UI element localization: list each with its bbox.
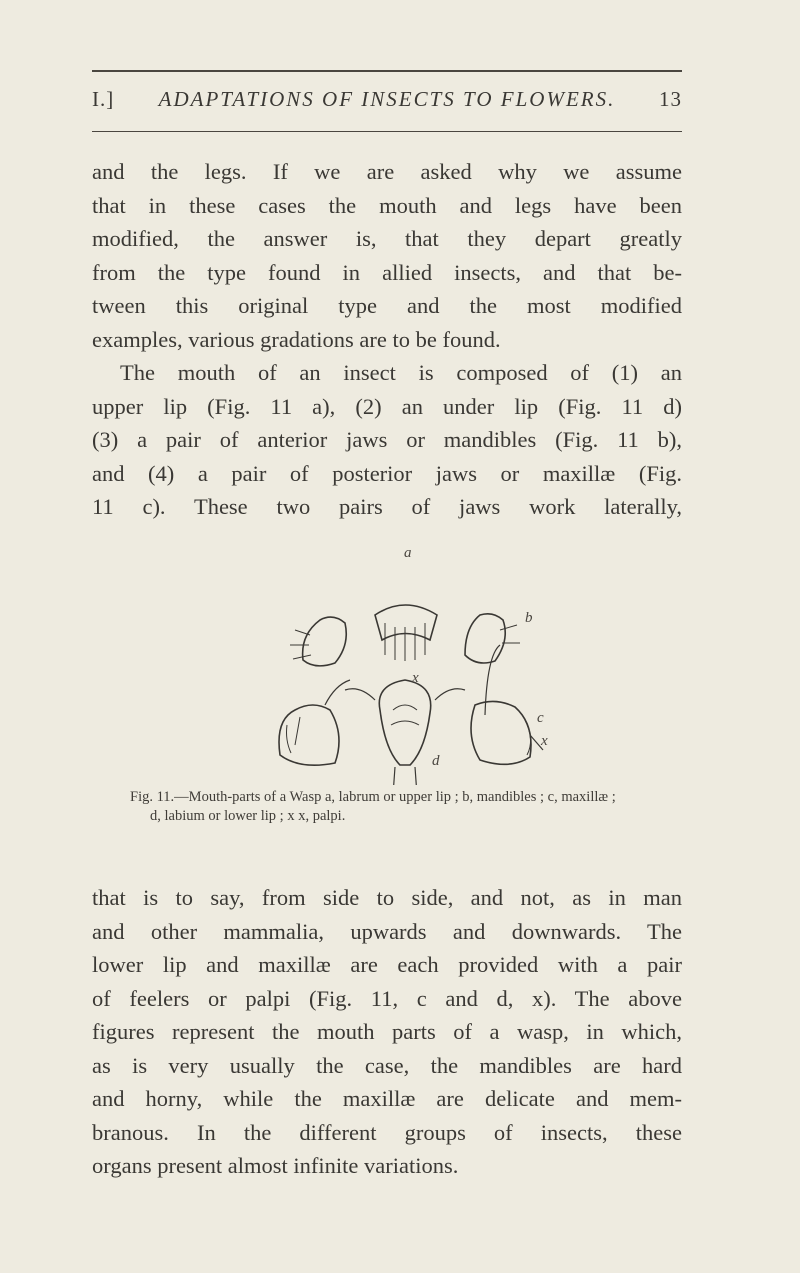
label-b: b [525, 610, 533, 626]
text-line: that in these cases the mouth and legs have been [92, 192, 682, 218]
page-number: 13 [659, 87, 682, 111]
text-line: branous. In the different groups of insects, these [92, 1119, 682, 1145]
label-c: c [537, 710, 544, 726]
text-line: from the type found in allied insects, and that be- [92, 259, 682, 285]
text-line: upper lip (Fig. 11 a), (2) an under lip (Fig. 11 d) [92, 393, 682, 419]
figure-wasp-mouthparts [225, 535, 585, 785]
text-line: organs present almost infinite variations. [92, 1153, 459, 1178]
text-line: as is very usually the case, the mandibles are hard [92, 1052, 682, 1078]
wasp-mouthparts-illustration [225, 535, 585, 785]
chapter-number: I.] [92, 87, 115, 111]
running-title: ADAPTATIONS OF INSECTS TO FLOWERS. [158, 87, 616, 111]
text-line: The mouth of an insect is composed of (1) an [120, 360, 682, 385]
text-line: lower lip and maxillæ are each provided with a pair [92, 952, 682, 977]
text-line: and the legs. If we are asked why we assume [92, 159, 682, 184]
running-head [92, 82, 682, 116]
text-line: figures represent the mouth parts of a wasp, in which, [92, 1019, 682, 1044]
figure-caption [130, 788, 700, 826]
text-line: of feelers or palpi (Fig. 11, c and d, x). The above [92, 985, 682, 1011]
label-x-lower: x [541, 733, 548, 749]
text-line: that is to say, from side to side, and not, as in man [92, 885, 682, 910]
caption-line-1: Fig. 11.—Mouth-parts of a Wasp a, labrum or upper lip ; b, mandibles ; c, maxillæ ; [130, 789, 616, 805]
text-line: and (4) a pair of posterior jaws or maxillæ (Fig. [92, 460, 682, 486]
text-line: and other mammalia, upwards and downwards. The [92, 918, 682, 944]
label-a: a [404, 545, 412, 561]
text-line: examples, various gradations are to be found. [92, 326, 501, 352]
paragraph-2 [92, 881, 682, 1183]
text-line: and horny, while the maxillæ are delicate and mem- [92, 1086, 682, 1111]
caption-line-2: d, labium or lower lip ; x x, palpi. [150, 808, 346, 824]
text-line: 11 c). These two pairs of jaws work laterally, [92, 494, 682, 519]
text-line: tween this original type and the most modified [92, 293, 682, 318]
header-bottom-rule [92, 131, 682, 132]
text-line: modified, the answer is, that they depart greatly [92, 226, 682, 251]
header-top-rule [92, 70, 682, 72]
label-d: d [432, 753, 440, 769]
text-line: (3) a pair of anterior jaws or mandibles (Fig. 11 b), [92, 427, 682, 452]
label-x-upper: x [412, 670, 419, 686]
paragraph-1 [92, 155, 682, 524]
